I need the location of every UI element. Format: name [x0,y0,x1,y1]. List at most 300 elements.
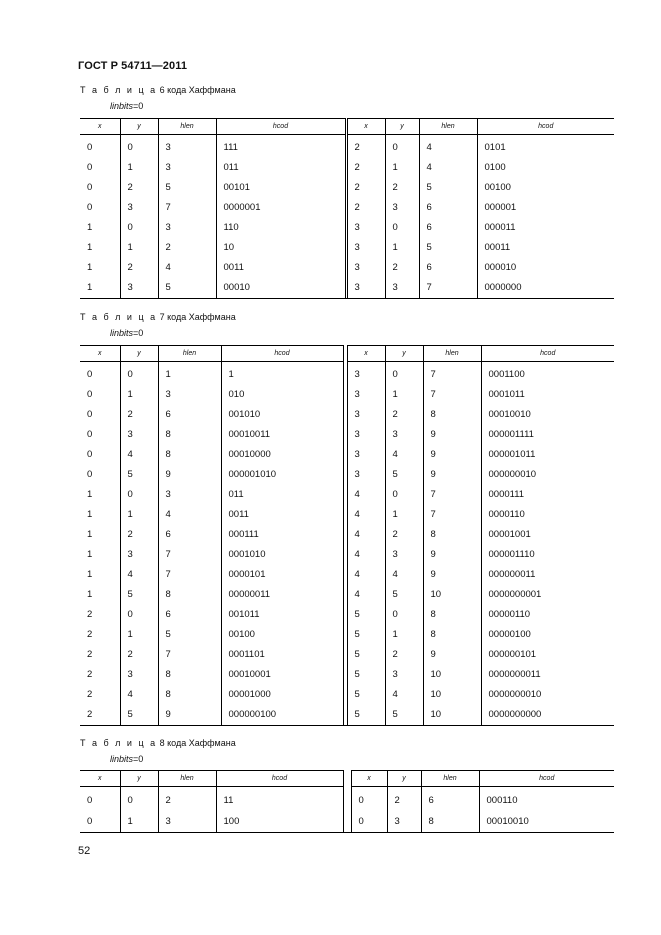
cell-hlen: 8 [423,625,481,645]
cell-y: 3 [385,278,419,299]
table-row [80,685,614,705]
cell-hlen: 7 [419,278,477,299]
cell-hlen: 7 [158,545,221,565]
cell-hcod: 110 [216,218,345,238]
linbits-label: linbits [110,328,134,338]
cell-hcod: 00010000 [221,445,343,465]
cell-y: 0 [120,787,158,812]
cell-x: 0 [87,182,93,193]
cell-hlen: 3 [158,158,216,178]
cell-y: 2 [120,178,158,198]
cell-hlen: 10 [423,585,481,605]
table-gap [343,771,351,787]
cell-hlen: 7 [158,645,221,665]
cell-y: 0 [385,485,423,505]
linbits-label: linbits [110,101,134,111]
column-header-y-right: y [385,346,423,362]
cell-y: 1 [120,238,158,258]
cell-x: 0 [87,449,93,460]
cell-hlen: 4 [158,505,221,525]
linbits-value: =0 [133,328,144,338]
cell-hcod: 11 [216,787,343,812]
cell-hcod: 0001010 [221,545,343,565]
cell-hlen: 7 [423,505,481,525]
table-8-caption [80,738,236,748]
cell-x: 2 [87,689,93,700]
column-header-hcod-left: hcod [216,119,345,135]
cell-y: 0 [120,605,158,625]
cell-y: 3 [385,545,423,565]
cell-hlen: 7 [158,565,221,585]
cell-hcod: 0001101 [221,645,343,665]
table-row [80,385,614,405]
cell-hlen: 8 [158,425,221,445]
cell-y: 1 [120,158,158,178]
cell-hlen: 7 [423,362,481,386]
column-header-hlen-left: hlen [158,346,221,362]
column-header-y-left: y [120,346,158,362]
cell-hcod: 0000000001 [481,585,614,605]
cell-hcod: 0000111 [481,485,614,505]
table-row [80,605,614,625]
table-row [80,178,614,198]
cell-hcod: 010 [221,385,343,405]
page-number: 52 [78,845,91,857]
cell-x: 2 [87,609,93,620]
cell-hcod: 00100 [221,625,343,645]
cell-x: 1 [87,242,93,253]
cell-y: 2 [385,258,419,278]
cell-y: 3 [385,665,423,685]
cell-x: 0 [351,787,387,812]
cell-x: 1 [87,509,93,520]
cell-hcod: 0101 [477,135,614,159]
cell-x: 2 [347,178,385,198]
cell-hcod: 1 [221,362,343,386]
cell-y: 0 [120,218,158,238]
cell-x: 1 [87,549,93,560]
cell-y: 5 [385,705,423,726]
cell-hlen: 10 [423,665,481,685]
cell-hlen: 6 [421,787,479,812]
cell-hlen: 5 [158,178,216,198]
cell-x: 1 [87,262,93,273]
cell-x: 4 [347,565,385,585]
cell-x: 4 [347,585,385,605]
table-row [80,198,614,218]
table-row [80,485,614,505]
cell-x: 2 [347,135,385,159]
cell-y: 3 [385,198,419,218]
column-header-hcod-left: hcod [221,346,343,362]
cell-x: 2 [347,158,385,178]
huffman-table-7 [80,345,614,726]
cell-hcod: 0011 [221,505,343,525]
cell-y: 3 [120,278,158,299]
table-7-caption-title: 7 кода Хаффмана [157,312,236,322]
cell-hcod: 00000011 [221,585,343,605]
cell-x: 0 [87,429,93,440]
cell-hcod: 00100 [477,178,614,198]
table-row [80,405,614,425]
cell-y: 4 [385,685,423,705]
linbits-label: linbits [110,754,134,764]
cell-y: 3 [120,665,158,685]
cell-hcod: 0001011 [481,385,614,405]
cell-hlen: 8 [158,445,221,465]
table-row [80,565,614,585]
cell-hlen: 9 [423,445,481,465]
table-8-caption-prefix: Т а б л и ц а [80,738,158,748]
linbits-value: =0 [133,754,144,764]
cell-x: 0 [351,811,387,833]
cell-hcod: 00010010 [479,811,614,833]
cell-hlen: 3 [158,811,216,833]
cell-x: 5 [347,645,385,665]
cell-x: 5 [347,705,385,726]
table-row [80,445,614,465]
cell-x: 3 [347,238,385,258]
cell-hcod: 011 [221,485,343,505]
column-header-x-right: x [347,119,385,135]
cell-hcod: 0000001 [216,198,345,218]
cell-x: 0 [87,369,93,380]
cell-hlen: 4 [419,158,477,178]
cell-hlen: 6 [158,525,221,545]
cell-y: 2 [385,178,419,198]
cell-x: 4 [347,505,385,525]
cell-y: 3 [385,425,423,445]
cell-x: 3 [347,385,385,405]
table-6-caption [80,85,236,95]
cell-x: 0 [87,162,93,173]
cell-hcod: 000001011 [481,445,614,465]
cell-hcod: 0000000000 [481,705,614,726]
cell-hcod: 000001010 [221,465,343,485]
cell-hlen: 6 [158,405,221,425]
cell-x: 3 [347,258,385,278]
cell-hlen: 7 [158,198,216,218]
cell-y: 5 [385,465,423,485]
table-6-caption-prefix: Т а б л и ц а [80,85,158,95]
column-header-hcod-right: hcod [477,119,614,135]
cell-hcod: 111 [216,135,345,159]
cell-x: 3 [347,278,385,299]
cell-x: 2 [87,669,93,680]
cell-x: 3 [347,405,385,425]
cell-x: 3 [347,362,385,386]
cell-hcod: 0100 [477,158,614,178]
cell-y: 4 [385,565,423,585]
cell-hlen: 8 [158,665,221,685]
cell-hlen: 6 [419,258,477,278]
cell-hcod: 0011 [216,258,345,278]
cell-hcod: 0001100 [481,362,614,386]
cell-hcod: 000010 [477,258,614,278]
cell-hlen: 8 [423,605,481,625]
table-row [80,362,614,386]
table-row [80,525,614,545]
cell-hcod: 00010010 [481,405,614,425]
cell-y: 1 [385,625,423,645]
cell-y: 2 [120,258,158,278]
table-gap [343,811,351,833]
cell-x: 0 [87,202,93,213]
column-header-hlen-right: hlen [421,771,479,787]
cell-hcod: 00000110 [481,605,614,625]
table-row [80,787,614,812]
cell-x: 3 [347,218,385,238]
table-row [80,811,614,833]
cell-y: 4 [385,445,423,465]
cell-hlen: 10 [423,705,481,726]
cell-y: 1 [385,158,419,178]
cell-x: 0 [87,816,93,827]
table-8-caption-title: 8 кода Хаффмана [157,738,236,748]
cell-y: 1 [385,238,419,258]
table-row [80,258,614,278]
cell-x: 3 [347,465,385,485]
column-header-y-left: y [120,771,158,787]
cell-hlen: 4 [158,258,216,278]
column-header-x-right: x [347,346,385,362]
cell-hcod: 100 [216,811,343,833]
cell-y: 1 [120,505,158,525]
cell-y: 2 [120,405,158,425]
cell-y: 0 [385,362,423,386]
huffman-table-8 [80,770,614,833]
table-row [80,545,614,565]
cell-y: 2 [120,525,158,545]
cell-hcod: 000001111 [481,425,614,445]
cell-x: 5 [347,605,385,625]
cell-hcod: 0000110 [481,505,614,525]
cell-hlen: 9 [423,565,481,585]
cell-y: 4 [120,445,158,465]
column-header-x-left: x [80,346,120,362]
cell-hcod: 001011 [221,605,343,625]
column-header-x-right: x [351,771,387,787]
column-header-hlen-right: hlen [423,346,481,362]
cell-x: 0 [87,389,93,400]
cell-hlen: 4 [419,135,477,159]
cell-hcod: 000000101 [481,645,614,665]
table-row [80,645,614,665]
cell-hlen: 8 [158,585,221,605]
cell-hlen: 3 [158,385,221,405]
cell-hlen: 5 [158,278,216,299]
cell-y: 5 [120,465,158,485]
cell-hlen: 7 [423,385,481,405]
table-row [80,705,614,726]
table-row [80,625,614,645]
cell-hlen: 6 [419,218,477,238]
cell-x: 2 [87,629,93,640]
cell-x: 1 [87,282,93,293]
cell-x: 0 [87,469,93,480]
table-row [80,505,614,525]
cell-hlen: 10 [423,685,481,705]
cell-y: 0 [385,605,423,625]
cell-hcod: 00010 [216,278,345,299]
cell-hcod: 001010 [221,405,343,425]
cell-y: 3 [387,811,421,833]
cell-hcod: 000001110 [481,545,614,565]
cell-hlen: 9 [423,545,481,565]
cell-hcod: 000110 [479,787,614,812]
cell-x: 1 [87,589,93,600]
cell-x: 0 [87,795,93,806]
table-7-caption-prefix: Т а б л и ц а [80,312,158,322]
cell-y: 1 [120,811,158,833]
column-header-hcod-left: hcod [216,771,343,787]
cell-hlen: 2 [158,238,216,258]
cell-x: 5 [347,685,385,705]
cell-x: 3 [347,445,385,465]
cell-x: 1 [87,222,93,233]
cell-hlen: 9 [423,425,481,445]
linbits-value: =0 [133,101,144,111]
cell-hcod: 000001 [477,198,614,218]
column-header-hcod-right: hcod [479,771,614,787]
table-row [80,465,614,485]
table-row [80,278,614,299]
cell-x: 1 [87,569,93,580]
column-header-y-right: y [385,119,419,135]
cell-hlen: 1 [158,362,221,386]
table-row [80,218,614,238]
cell-hlen: 8 [423,525,481,545]
cell-hlen: 7 [423,485,481,505]
column-header-x-left: x [80,771,120,787]
cell-hlen: 5 [419,238,477,258]
cell-x: 4 [347,525,385,545]
column-header-hcod-right: hcod [481,346,614,362]
cell-hlen: 9 [423,465,481,485]
cell-y: 2 [385,405,423,425]
huffman-table-6 [80,118,614,299]
cell-y: 1 [385,505,423,525]
cell-y: 0 [385,135,419,159]
cell-y: 0 [385,218,419,238]
cell-hcod: 00010011 [221,425,343,445]
table-8-linbits [110,754,143,764]
cell-y: 5 [120,705,158,726]
cell-hlen: 6 [158,605,221,625]
cell-y: 5 [385,585,423,605]
cell-x: 4 [347,485,385,505]
cell-y: 4 [120,685,158,705]
cell-hcod: 00010001 [221,665,343,685]
cell-hlen: 8 [421,811,479,833]
cell-hlen: 9 [423,645,481,665]
cell-hlen: 8 [423,405,481,425]
cell-hcod: 000000100 [221,705,343,726]
cell-hcod: 0000101 [221,565,343,585]
cell-y: 3 [120,198,158,218]
table-row [80,135,614,159]
cell-x: 0 [87,409,93,420]
cell-hcod: 000111 [221,525,343,545]
table-6-caption-title: 6 кода Хаффмана [157,85,236,95]
cell-y: 5 [120,585,158,605]
table-gap [343,787,351,812]
cell-y: 0 [120,485,158,505]
cell-hcod: 00000100 [481,625,614,645]
cell-hlen: 3 [158,485,221,505]
cell-x: 1 [87,489,93,500]
cell-x: 5 [347,665,385,685]
cell-hcod: 10 [216,238,345,258]
cell-y: 1 [120,625,158,645]
column-header-y-right: y [387,771,421,787]
cell-x: 5 [347,625,385,645]
cell-hcod: 000011 [477,218,614,238]
cell-x: 0 [87,142,93,153]
cell-x: 1 [87,529,93,540]
cell-hlen: 9 [158,465,221,485]
cell-x: 2 [347,198,385,218]
table-6-linbits [110,101,143,111]
cell-hlen: 6 [419,198,477,218]
column-header-hlen-left: hlen [158,771,216,787]
cell-hlen: 2 [158,787,216,812]
column-header-y-left: y [120,119,158,135]
cell-y: 0 [120,362,158,386]
cell-hlen: 3 [158,135,216,159]
table-row [80,158,614,178]
cell-x: 3 [347,425,385,445]
cell-y: 2 [120,645,158,665]
cell-hcod: 00001000 [221,685,343,705]
cell-hcod: 000000010 [481,465,614,485]
cell-hcod: 0000000010 [481,685,614,705]
column-header-x-left: x [80,119,120,135]
cell-hcod: 0000000011 [481,665,614,685]
cell-hcod: 00001001 [481,525,614,545]
cell-hcod: 00011 [477,238,614,258]
cell-hcod: 0000000 [477,278,614,299]
table-row [80,425,614,445]
cell-y: 1 [385,385,423,405]
cell-y: 2 [387,787,421,812]
cell-x: 2 [87,709,93,720]
cell-hlen: 5 [419,178,477,198]
table-row [80,585,614,605]
cell-y: 3 [120,425,158,445]
cell-y: 3 [120,545,158,565]
column-header-hlen-right: hlen [419,119,477,135]
table-row [80,665,614,685]
document-header: ГОСТ Р 54711—2011 [78,60,188,72]
cell-y: 0 [120,135,158,159]
cell-x: 4 [347,545,385,565]
cell-hlen: 3 [158,218,216,238]
column-header-hlen-left: hlen [158,119,216,135]
cell-hcod: 000000011 [481,565,614,585]
cell-y: 2 [385,525,423,545]
cell-hlen: 9 [158,705,221,726]
cell-hlen: 5 [158,625,221,645]
table-row [80,238,614,258]
cell-hcod: 00101 [216,178,345,198]
cell-y: 4 [120,565,158,585]
cell-hlen: 8 [158,685,221,705]
cell-y: 1 [120,385,158,405]
cell-x: 2 [87,649,93,660]
table-7-linbits [110,328,143,338]
cell-hcod: 011 [216,158,345,178]
